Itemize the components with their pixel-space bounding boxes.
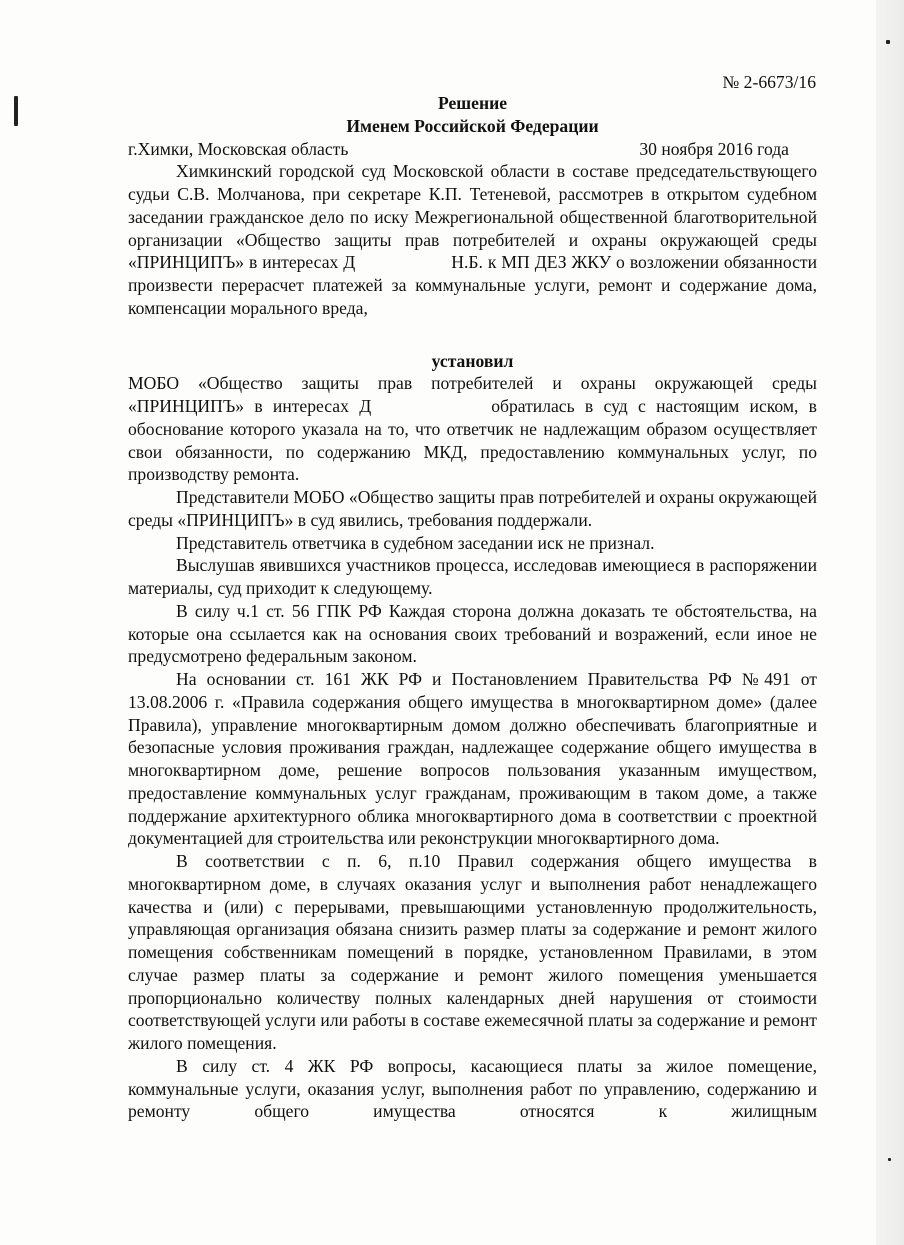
- place-date-line: [128, 138, 817, 161]
- paragraph: Представитель ответчика в судебном заседании иск не признал.: [176, 532, 655, 553]
- document-title: Решение: [437, 93, 508, 113]
- scan-mark: [888, 1158, 891, 1161]
- scan-mark: [886, 40, 890, 44]
- document-body: [128, 0, 817, 1123]
- paragraph: На основании ст. 161 ЖК РФ и Постановлением Правительства РФ №491 от 13.08.2006 г. «Правила содержания общего имущества в многоквартирном доме» (далее Правила), управление многоквартирным домом должно обеспечивать благоприятные и безопасные условия проживания граждан, надлежащее содержание общего имущества в многоквартирном доме, решение вопросов пользования указанным имуществом, предоставление коммунальных услуг гражданам, проживающим в таком доме, а также поддержание архитектурного облика многоквартирного дома в соответствии с проектной документацией для строительства или реконструкции многоквартирного дома.: [128, 669, 817, 849]
- paragraph: В силу ч.1 ст. 56 ГПК РФ Каждая сторона должна доказать те обстоятельства, на которые она ссылается как на основания своих требований и возражений, если иное не предусмотрено федеральным законом.: [128, 600, 817, 667]
- paragraph: Выслушав явившихся участников процесса, исследовав имеющиеся в распоряжении материалы, суд приходит к следующему.: [128, 555, 817, 598]
- document-subtitle: Именем Российской Федерации: [346, 115, 599, 136]
- paragraph: В силу ст. 4 ЖК РФ вопросы, касающиеся платы за жилое помещение, коммунальные услуги, оказания услуг, выполнения работ по управлению, содержанию и ремонту общего имущества относятся к жилищным: [128, 1055, 817, 1122]
- paragraph: Представители МОБО «Общество защиты прав потребителей и охраны окружающей среды «ПРИНЦИПЪ» в суд явились, требования поддержали.: [128, 487, 817, 530]
- scan-mark: [14, 96, 18, 126]
- section-heading: установил: [431, 350, 514, 371]
- case-number: № 2-6673/16: [722, 72, 816, 92]
- place: г.Химки, Московская область: [128, 138, 349, 159]
- paragraph: В соответствии с п. 6, п.10 Правил содержания общего имущества в многоквартирном доме, в случаях оказания услуг и выполнения работ ненадлежащего качества и (или) с перерывами, превышающими установленную продолжительность, управляющая организация обязана снизить размер платы за содержание и ремонт жилого помещения собственникам помещений в порядке, установленном Правилами, в этом случае размер платы за содержание и ремонт жилого помещения уменьшается пропорционально количеству полных календарных дней нарушения от стоимости соответствующей услуги или работы в составе ежемесячной платы за содержание и ремонт жилого помещения.: [128, 851, 817, 1053]
- paragraph: МОБО «Общество защиты прав потребителей и охраны окружающей среды «ПРИНЦИПЪ» в интересах Д обратилась в суд с настоящим иском, в обоснование которого указала на то, что ответчик не надлежащим образом осуществляет свои обязанности, по содержанию МКД, предоставлению коммунальных услуг, по производству ремонта.: [128, 373, 817, 485]
- scan-edge: [876, 0, 904, 1245]
- intro-paragraph: Химкинский городской суд Московской области в составе председательствующего судьи С.В. Молчанова, при секретаре К.П. Тетеневой, рассмотрев в открытом судебном заседании гражданское дело по иску Межрегиональной общественной благотворительной организации «Общество защиты прав потребителей и охраны окружающей среды «ПРИНЦИПЪ» в интересах Д Н.Б. к МП ДЕЗ ЖКУ о возложении обязанности произвести перерасчет платежей за коммунальные услуги, ремонт и содержание дома, компенсации морального вреда,: [128, 161, 817, 318]
- date: 30 ноября 2016 года: [639, 138, 789, 159]
